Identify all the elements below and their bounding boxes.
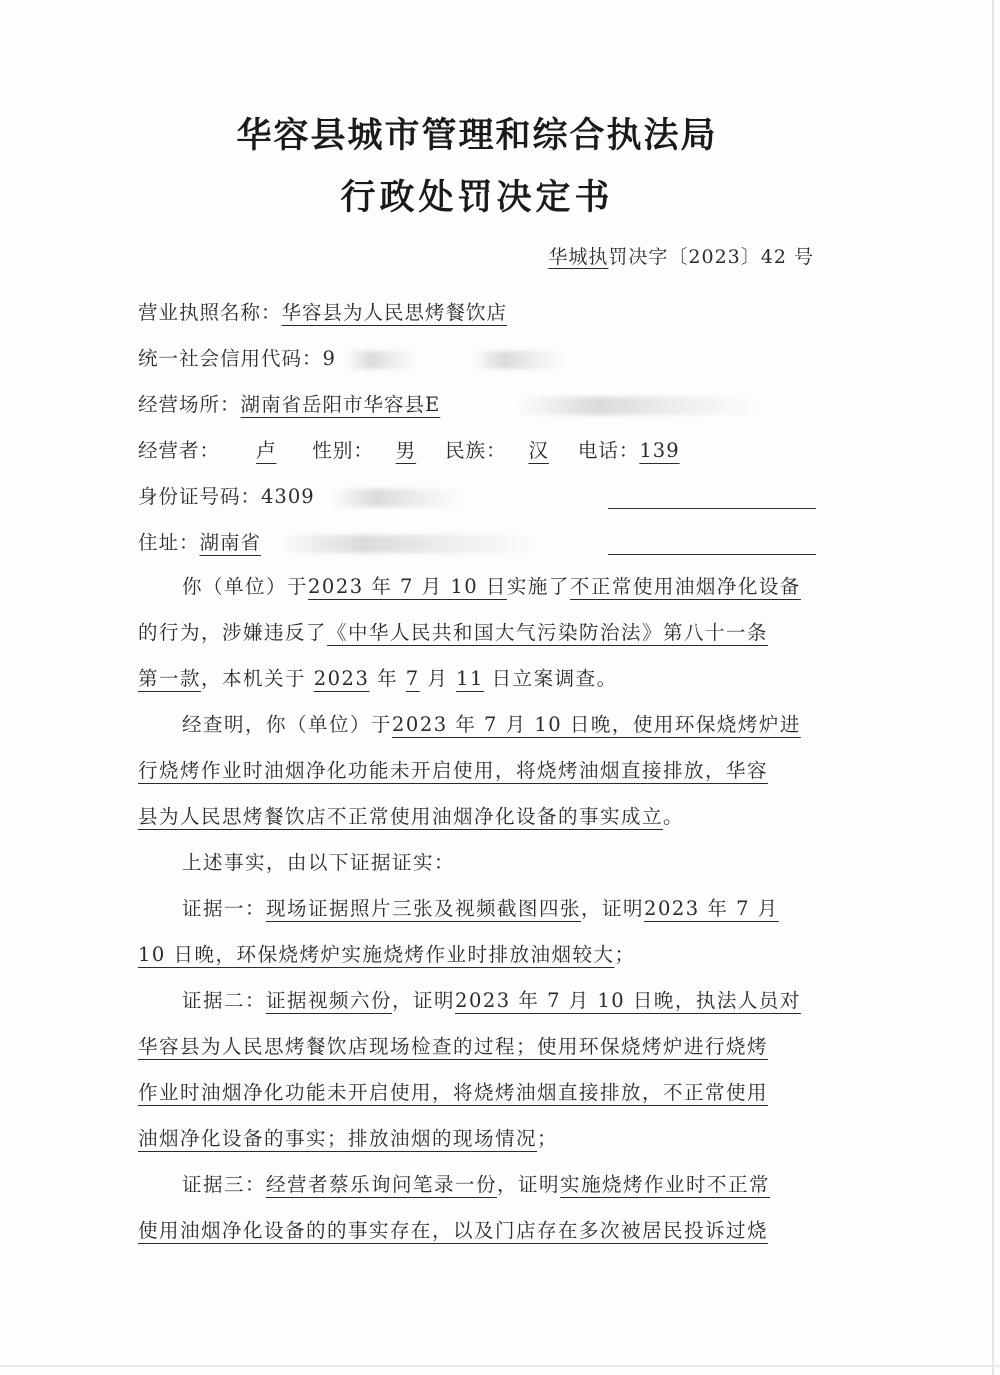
text: ，证明 [581, 897, 645, 920]
para-row [138, 1070, 816, 1116]
evidence-proof: 使用油烟净化设备的的事实存在，以及门店存在多次被居民投诉过烧 [138, 1219, 769, 1242]
redaction-blur [278, 535, 538, 553]
para-row [138, 656, 816, 702]
address-label: 经营场所： [138, 393, 241, 416]
doc-number-prefix: 华城执 [548, 246, 609, 268]
redaction-blur [347, 351, 417, 369]
finding-text: 2023 年 7 月 10 日晚，使用环保烧烤炉进 [392, 713, 801, 736]
text: 的行为，涉嫌违反了 [138, 621, 328, 644]
license-line [138, 298, 816, 328]
redaction-blur [517, 397, 757, 415]
finding-text: 县为人民思烤餐饮店不正常使用油烟净化设备的事实成立 [138, 805, 664, 828]
phone-value: 139 [639, 439, 680, 462]
text: 经查明，你（单位）于 [182, 713, 393, 736]
home-underline [608, 554, 816, 555]
text: ； [614, 943, 636, 966]
evidence-intro: 上述事实，由以下证据证实： [182, 851, 456, 874]
para-row [138, 610, 816, 656]
operator-value: 卢 [255, 439, 277, 462]
doc-number-rest: 罚决字〔2023〕42 号 [608, 246, 814, 268]
ethnic-value: 汉 [528, 439, 549, 462]
text: 月 [427, 667, 449, 690]
paragraph-evidence-intro [138, 840, 816, 886]
credit-label: 统一社会信用代码： [138, 347, 323, 370]
filing-month: 7 [405, 667, 420, 690]
para-row [138, 1162, 816, 1208]
evidence-label: 证据一： [182, 897, 267, 920]
paragraph-findings [138, 702, 816, 840]
credit-value: 9 [322, 347, 336, 370]
gender-value: 男 [395, 439, 417, 462]
evidence-proof: 实施烧烤作业时不正常 [560, 1173, 771, 1196]
home-value: 湖南省 [199, 531, 262, 554]
address-value: 湖南省岳阳市华容县E [240, 393, 441, 416]
id-label: 身份证号码： [138, 485, 262, 508]
evidence-item: 现场证据照片三张及视频截图四张 [266, 897, 582, 920]
evidence-proof: 10 日晚，环保烧烤炉实施烧烤作业时排放油烟较大 [138, 943, 615, 966]
evidence-two [138, 978, 816, 1162]
text: ，本机关于 [201, 667, 307, 690]
paragraph-case-filing [138, 564, 816, 702]
evidence-item: 证据视频六份 [266, 989, 393, 1012]
filing-day: 11 [456, 667, 484, 690]
evidence-proof: 2023 年 7 月 10 日晚，执法人员对 [455, 989, 801, 1012]
text: ，证明 [392, 989, 456, 1012]
filing-year: 2023 [313, 667, 370, 690]
gender-label: 性别： [312, 439, 374, 462]
evidence-item: 经营者蔡乐询问笔录一份 [266, 1173, 498, 1196]
license-value: 华容县为人民思烤餐饮店 [281, 301, 508, 324]
redaction-blur [474, 351, 564, 369]
text: 实施了 [506, 575, 570, 598]
evidence-label: 证据二： [182, 989, 267, 1012]
ethnic-label: 民族： [445, 439, 507, 462]
id-value: 4309 [261, 485, 315, 508]
document-number [548, 242, 814, 269]
document-title: 行政处罚决定书 [340, 178, 614, 218]
text: 年 [377, 667, 399, 690]
finding-text: 行烧烤作业时油烟净化功能未开启使用，将烧烤油烟直接排放，华容 [138, 759, 769, 782]
address-line [138, 390, 816, 420]
agency-title: 华容县城市管理和综合执法局 [236, 116, 718, 156]
id-underline [608, 508, 816, 509]
para-row [138, 932, 816, 978]
evidence-label: 证据三： [182, 1173, 267, 1196]
evidence-proof: 油烟净化设备的事实；排放油烟的现场情况 [138, 1127, 538, 1150]
para-row [138, 564, 816, 610]
evidence-three [138, 1162, 816, 1254]
text: 日立案调查。 [491, 667, 618, 690]
date: 2023 年 7 月 10 日 [308, 575, 507, 598]
evidence-date: 2023 年 7 月 [644, 897, 779, 920]
para-row [138, 886, 816, 932]
operator-label: 经营者： [138, 439, 221, 462]
para-row [138, 1116, 816, 1162]
text: ，证明 [497, 1173, 561, 1196]
para-row [138, 978, 816, 1024]
text: 你（单位）于 [182, 575, 309, 598]
text: 。 [663, 805, 685, 828]
phone-label: 电话： [577, 439, 640, 462]
para-row [138, 1024, 816, 1070]
para-row [138, 702, 816, 748]
home-label: 住址： [138, 531, 200, 554]
license-label: 营业执照名称： [138, 301, 282, 324]
para-row [138, 794, 816, 840]
violation: 不正常使用油烟净化设备 [569, 575, 801, 598]
redaction-blur [332, 489, 462, 507]
evidence-proof: 作业时油烟净化功能未开启使用，将烧烤油烟直接排放，不正常使用 [138, 1081, 769, 1104]
para-row [138, 1208, 816, 1254]
evidence-proof: 华容县为人民思烤餐饮店现场检查的过程；使用环保烧烤炉进行烧烤 [138, 1035, 769, 1058]
page-edge-bottom [0, 1365, 1000, 1367]
operator-line [138, 436, 816, 466]
law-clause: 第一款 [138, 667, 202, 690]
law-citation: 《中华人民共和国大气污染防治法》第八十一条 [327, 621, 769, 644]
text: ； [537, 1127, 559, 1150]
page-edge-right [992, 0, 994, 1375]
para-row [138, 748, 816, 794]
credit-line [138, 344, 816, 374]
evidence-one [138, 886, 816, 978]
